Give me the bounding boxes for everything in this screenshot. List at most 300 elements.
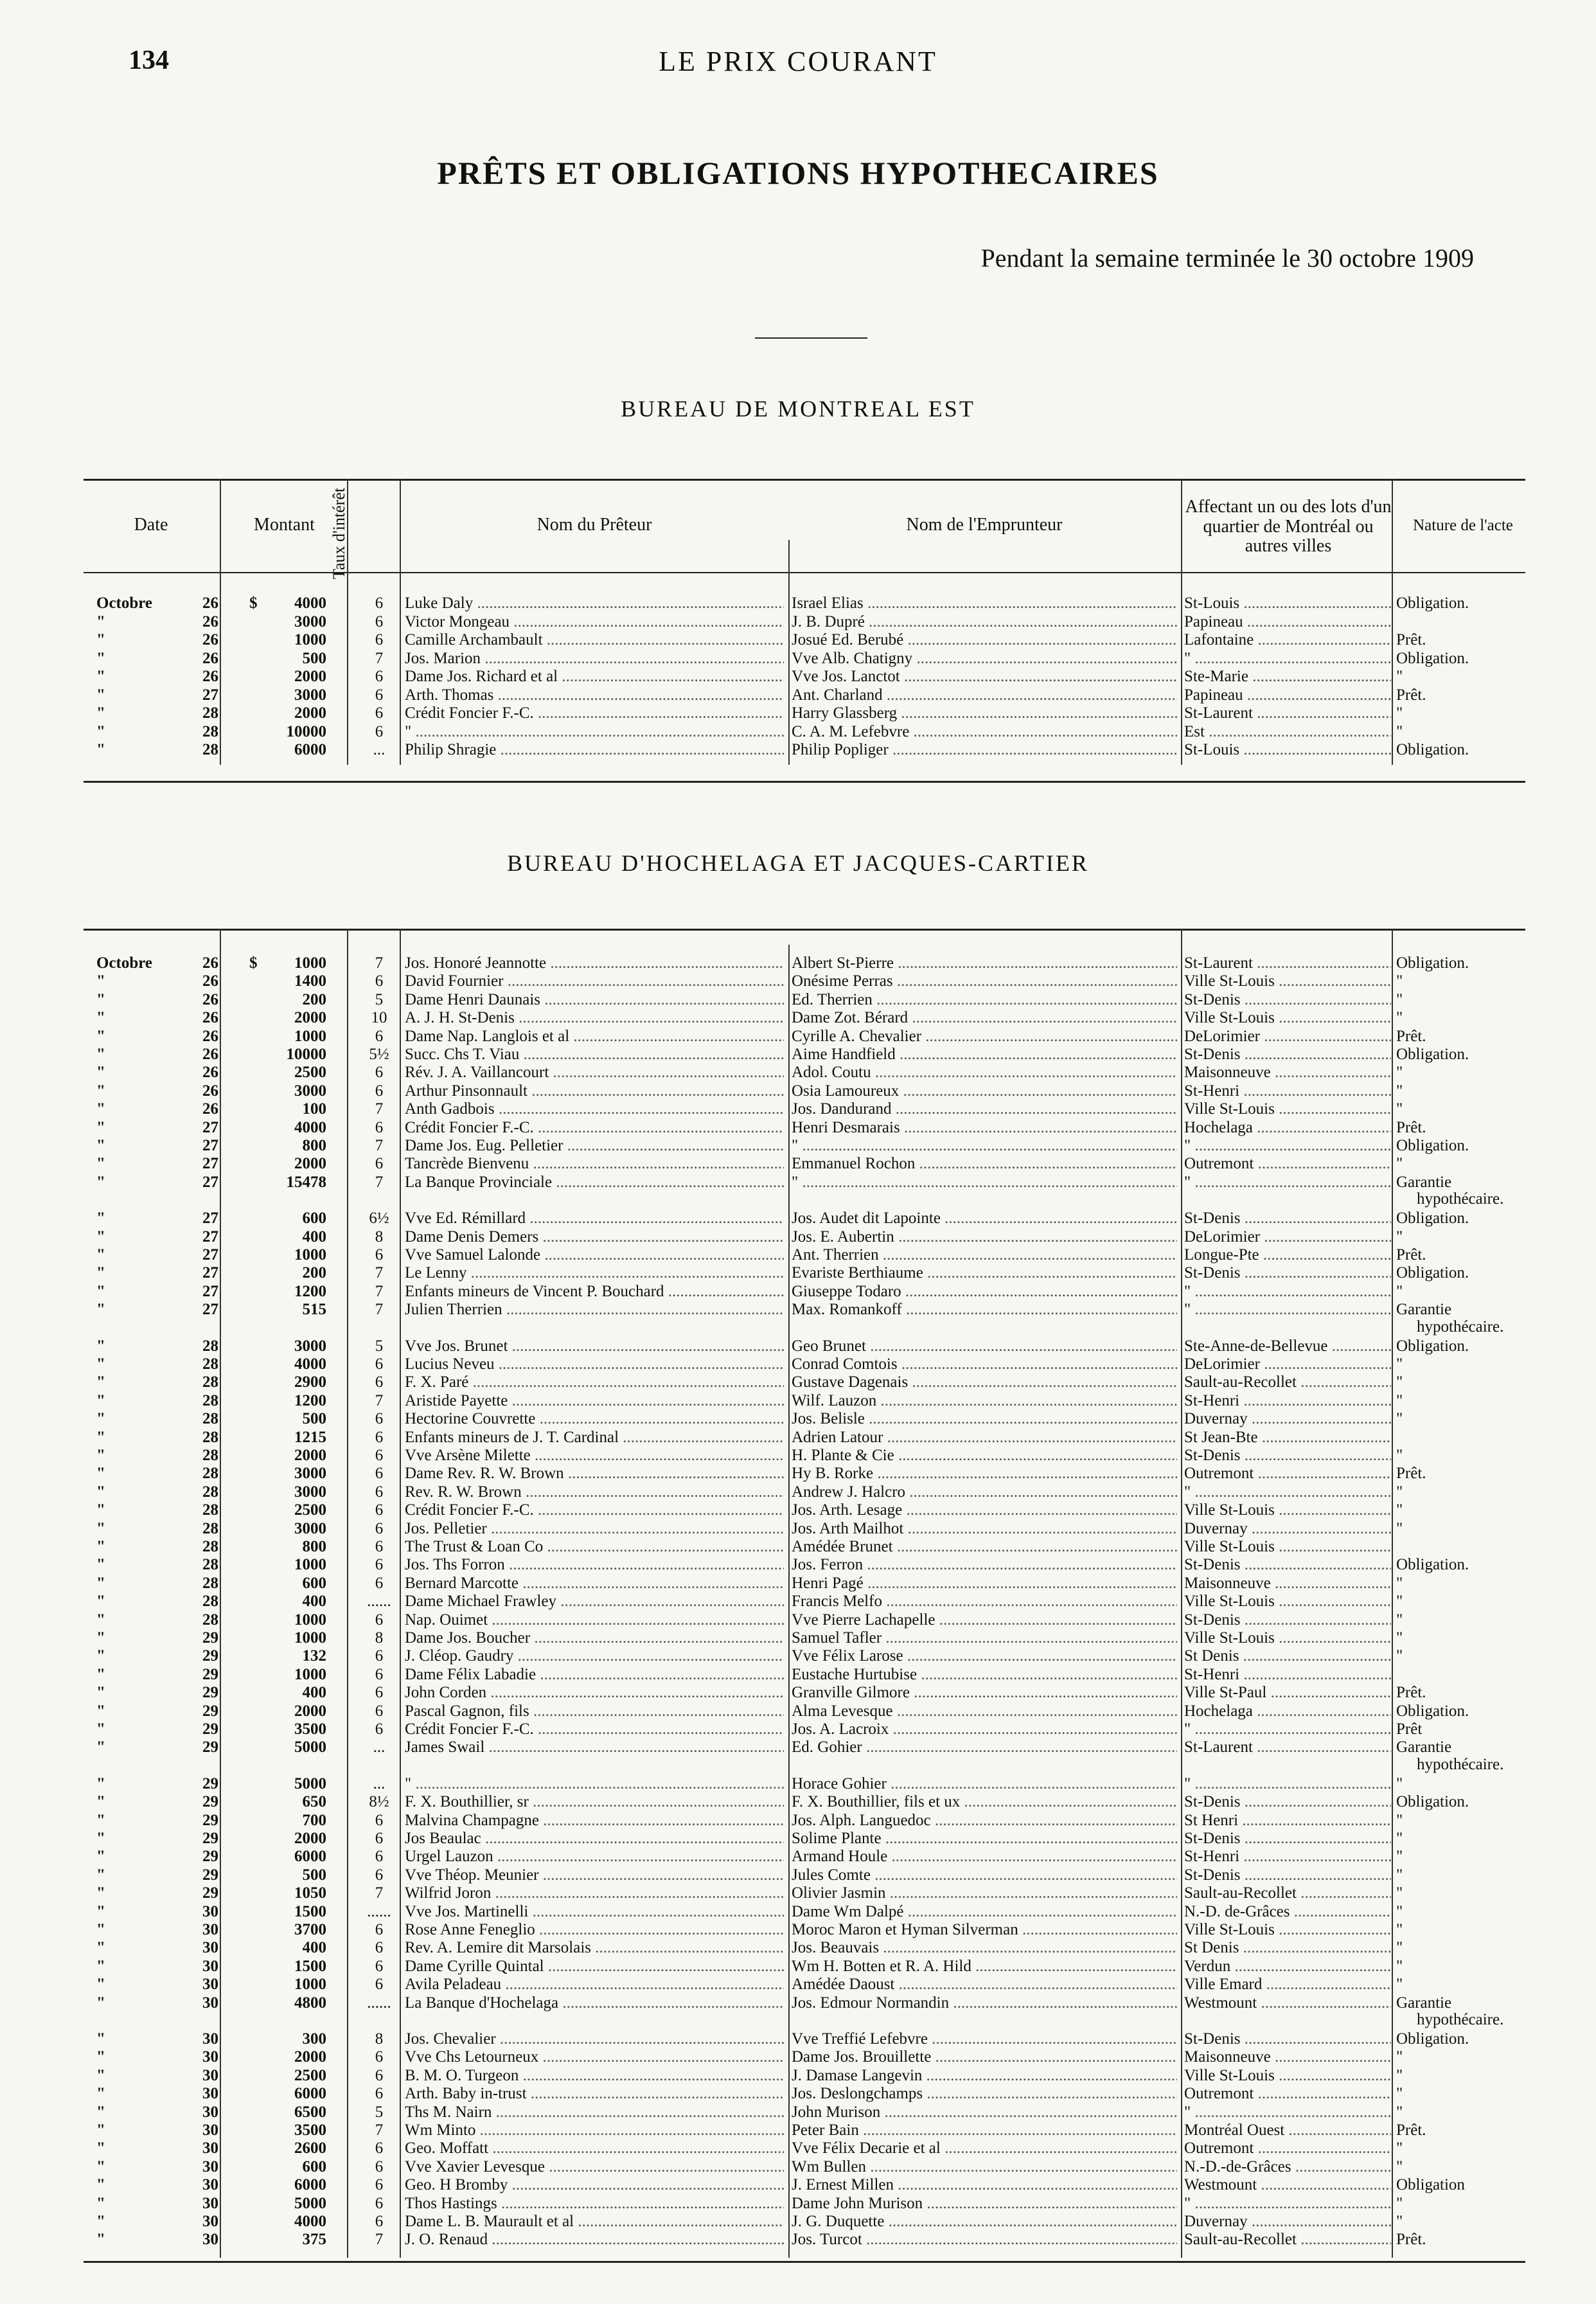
date-day: 26 <box>202 1100 218 1118</box>
act-nature: " <box>1396 1009 1403 1027</box>
col-head-nature: Nature de l'acte <box>1413 516 1513 534</box>
borrower-name: Jos. Deslongchamps ..... <box>792 2085 1177 2103</box>
date-day: 26 <box>202 1046 218 1063</box>
borrower-name: Dame Wm Dalpé ..... <box>792 1903 1177 1921</box>
lender-name: Dame L. B. Maurault et al ..... <box>405 2213 784 2231</box>
act-nature: " <box>1396 2066 1403 2084</box>
borrower-name: Harry Glassberg ..... <box>792 704 1177 722</box>
location: Est ..... <box>1184 723 1391 741</box>
location: DeLorimier ..... <box>1184 1228 1391 1246</box>
col-head-date: Date <box>134 515 168 535</box>
table-row <box>0 1593 1596 1611</box>
act-nature-continued: hypothécaire. <box>1417 1755 1504 1773</box>
table-row <box>0 2176 1596 2194</box>
table-row <box>0 1738 1596 1756</box>
date-day: 30 <box>202 2176 218 2194</box>
date-month: " <box>96 1428 105 1446</box>
amount: 3000 <box>294 1465 326 1483</box>
date-day: 30 <box>202 2139 218 2157</box>
lender-name: Arth. Baby in-trust ..... <box>405 2085 784 2103</box>
date-month: Octobre <box>96 594 153 612</box>
table-row <box>0 1174 1596 1192</box>
borrower-name: " ..... <box>792 1137 1177 1155</box>
date-day: 26 <box>202 990 218 1008</box>
table-row <box>0 1501 1596 1519</box>
date-month: " <box>96 1793 105 1811</box>
date-month: " <box>96 1391 105 1409</box>
interest-rate: 6 <box>375 2139 384 2157</box>
amount: 700 <box>302 1811 326 1829</box>
borrower-name: Jos. Arth. Lesage ..... <box>792 1501 1177 1519</box>
date-day: 30 <box>202 2231 218 2249</box>
act-nature: Garantie <box>1396 1994 1452 2012</box>
act-nature: Garantie <box>1396 1301 1452 1319</box>
lender-name: Dame Rev. R. W. Brown ..... <box>405 1465 784 1483</box>
act-nature: Obligation. <box>1396 1046 1469 1063</box>
date-day: 28 <box>202 1391 218 1409</box>
date-day: 30 <box>202 1939 218 1957</box>
borrower-name: Jos. E. Aubertin ..... <box>792 1228 1177 1246</box>
amount: 4000 <box>294 1355 326 1373</box>
lender-name: La Banque d'Hochelaga ..... <box>405 1994 784 2012</box>
date-day: 26 <box>202 594 218 612</box>
act-nature-continued: hypothécaire. <box>1417 2011 1504 2028</box>
date-month: " <box>96 990 105 1008</box>
date-day: 29 <box>202 1629 218 1647</box>
interest-rate: 7 <box>375 1100 384 1118</box>
location: DeLorimier ..... <box>1184 1355 1391 1373</box>
interest-rate: ...... <box>367 1593 391 1611</box>
date-month: " <box>96 1921 105 1938</box>
location: DeLorimier ..... <box>1184 1028 1391 1046</box>
lender-name: Dame Denis Demers ..... <box>405 1228 784 1246</box>
amount: 6000 <box>294 2176 326 2194</box>
location: Maisonneuve ..... <box>1184 1064 1391 1082</box>
date-day: 30 <box>202 2103 218 2121</box>
date-month: " <box>96 1118 105 1136</box>
act-nature: " <box>1396 1957 1403 1975</box>
date-day: 30 <box>202 2030 218 2048</box>
interest-rate: 5½ <box>369 1046 389 1063</box>
date-day: 29 <box>202 1702 218 1720</box>
interest-rate: 10 <box>371 1009 387 1027</box>
location: Westmount ..... <box>1184 1994 1391 2012</box>
lender-name: Vve Chs Letourneux ..... <box>405 2048 784 2066</box>
table-row <box>0 1410 1596 1428</box>
table-row <box>0 1046 1596 1064</box>
borrower-name: Ed. Gohier ..... <box>792 1738 1177 1756</box>
act-nature: Obligation. <box>1396 1556 1469 1574</box>
amount: 2000 <box>294 1447 326 1464</box>
borrower-name: Ant. Therrien ..... <box>792 1246 1177 1264</box>
borrower-name: J. B. Dupré ..... <box>792 613 1177 631</box>
table-row <box>0 2158 1596 2176</box>
location: Ville St-Louis ..... <box>1184 1100 1391 1118</box>
table-row <box>0 991 1596 1009</box>
table-row <box>0 1028 1596 1046</box>
borrower-name: Amédée Daoust ..... <box>792 1976 1177 1994</box>
borrower-name: Jos. Dandurand ..... <box>792 1100 1177 1118</box>
date-day: 28 <box>202 1611 218 1629</box>
lender-name: Succ. Chs T. Viau ..... <box>405 1046 784 1064</box>
amount: 2500 <box>294 2066 326 2084</box>
table-row <box>0 2231 1596 2249</box>
interest-rate: 6 <box>375 668 384 685</box>
interest-rate: 6 <box>375 1665 384 1683</box>
interest-rate: 6 <box>375 1465 384 1483</box>
location: Ville St-Louis ..... <box>1184 1593 1391 1611</box>
location: Ville St-Louis ..... <box>1184 1538 1391 1556</box>
location: " ..... <box>1184 2103 1391 2121</box>
amount: 200 <box>302 990 326 1008</box>
date-month: " <box>96 1100 105 1118</box>
borrower-name: Alma Levesque ..... <box>792 1702 1177 1720</box>
lender-name: Dame Nap. Langlois et al ..... <box>405 1028 784 1046</box>
date-month: " <box>96 1902 105 1920</box>
amount: 4800 <box>294 1994 326 2012</box>
act-nature: " <box>1396 1921 1403 1938</box>
date-day: 28 <box>202 704 218 722</box>
borrower-name: Dame John Murison ..... <box>792 2195 1177 2213</box>
borrower-name: Gustave Dagenais ..... <box>792 1373 1177 1391</box>
location: Ville St-Louis ..... <box>1184 1921 1391 1939</box>
interest-rate: 6 <box>375 1811 384 1829</box>
act-nature: " <box>1396 2103 1403 2121</box>
lender-name: Rose Anne Feneglio ..... <box>405 1921 784 1939</box>
location: Ville St-Louis ..... <box>1184 1629 1391 1647</box>
amount: 3000 <box>294 1483 326 1501</box>
date-day: 28 <box>202 741 218 758</box>
borrower-name: Geo Brunet ..... <box>792 1337 1177 1355</box>
amount: 6000 <box>294 1848 326 1866</box>
act-nature: Prêt. <box>1396 686 1426 704</box>
act-nature: Obligation. <box>1396 649 1469 667</box>
amount: 2000 <box>294 1702 326 1720</box>
table-row <box>0 2030 1596 2048</box>
lender-name: Geo. H Bromby ..... <box>405 2176 784 2194</box>
date-month: " <box>96 1228 105 1246</box>
borrower-name: Wilf. Lauzon ..... <box>792 1392 1177 1410</box>
borrower-name: H. Plante & Cie ..... <box>792 1447 1177 1465</box>
location: Sault-au-Recollet ..... <box>1184 1884 1391 1902</box>
borrower-name: Jos. Belisle ..... <box>792 1410 1177 1428</box>
lender-name: David Fournier ..... <box>405 972 784 990</box>
borrower-name: Albert St-Pierre ..... <box>792 954 1177 972</box>
borrower-name: Armand Houle ..... <box>792 1848 1177 1866</box>
page-end-rule <box>84 2261 1525 2263</box>
borrower-name: Vve Alb. Chatigny ..... <box>792 650 1177 668</box>
date-day: 27 <box>202 1264 218 1282</box>
table-row <box>0 1447 1596 1465</box>
location: Outremont ..... <box>1184 1465 1391 1483</box>
location: Outremont ..... <box>1184 1155 1391 1173</box>
lender-name: J. Cléop. Gaudry ..... <box>405 1647 784 1665</box>
act-nature: Prêt. <box>1396 1027 1426 1045</box>
interest-rate: 6 <box>375 1921 384 1938</box>
col-head-emprunteur: Nom de l'Emprunteur <box>906 515 1063 535</box>
interest-rate: 6 <box>375 1957 384 1975</box>
location: St-Henri ..... <box>1184 1082 1391 1100</box>
interest-rate: 6 <box>375 704 384 722</box>
date-day: 29 <box>202 1866 218 1884</box>
act-nature: Obligation. <box>1396 741 1469 758</box>
table-row <box>0 1155 1596 1173</box>
lender-name: A. J. H. St-Denis ..... <box>405 1009 784 1027</box>
amount: 600 <box>302 2157 326 2175</box>
interest-rate: 6 <box>375 2157 384 2175</box>
lender-name: Bernard Marcotte ..... <box>405 1575 784 1593</box>
date-day: 28 <box>202 1574 218 1592</box>
amount: 2500 <box>294 1501 326 1519</box>
date-month: " <box>96 1684 105 1702</box>
date-month: " <box>96 686 105 704</box>
amount: 4000 <box>294 2213 326 2230</box>
interest-rate: 6 <box>375 1501 384 1519</box>
table-row <box>0 1921 1596 1939</box>
interest-rate: 6 <box>375 1647 384 1665</box>
interest-rate: ...... <box>367 1902 391 1920</box>
borrower-name: Josué Ed. Berubé ..... <box>792 631 1177 649</box>
table-row <box>0 1958 1596 1976</box>
interest-rate: 7 <box>375 1264 384 1282</box>
date-month: " <box>96 972 105 990</box>
interest-rate: 7 <box>375 2231 384 2249</box>
date-month: " <box>96 1976 105 1994</box>
borrower-name: Israel Elias ..... <box>792 594 1177 612</box>
amount: 1000 <box>294 1246 326 1264</box>
date-month: " <box>96 1811 105 1829</box>
table-row <box>0 954 1596 972</box>
date-day: 28 <box>202 1483 218 1501</box>
date-month: " <box>96 2194 105 2212</box>
lender-name: Dame Jos. Richard et al ..... <box>405 668 784 686</box>
borrower-name: Dame Jos. Brouillette ..... <box>792 2048 1177 2066</box>
lender-name: Wilfrid Joron ..... <box>405 1884 784 1902</box>
table-header-top-rule <box>84 479 1525 481</box>
amount: 6500 <box>294 2103 326 2121</box>
col-head-affectant: Affectant un ou des lots d'un quartier de Montréal ou autres villes <box>1185 496 1392 557</box>
date-day: 30 <box>202 1976 218 1994</box>
table-row <box>0 2085 1596 2103</box>
lender-name: F. X. Bouthillier, sr ..... <box>405 1793 784 1811</box>
date-month: " <box>96 1629 105 1647</box>
interest-rate: 6 <box>375 612 384 630</box>
location: " ..... <box>1184 1137 1391 1155</box>
location: N.-D. de-Grâces ..... <box>1184 1903 1391 1921</box>
date-month: " <box>96 1064 105 1082</box>
date-month: " <box>96 1210 105 1228</box>
lender-name: Jos. Marion ..... <box>405 650 784 668</box>
act-nature: " <box>1396 1830 1403 1847</box>
amount: 3700 <box>294 1921 326 1938</box>
table-row <box>0 1611 1596 1629</box>
location: St-Denis ..... <box>1184 1264 1391 1282</box>
date-month: " <box>96 1774 105 1792</box>
amount: 1000 <box>294 631 326 648</box>
borrower-name: John Murison ..... <box>792 2103 1177 2121</box>
lender-name: Nap. Ouimet ..... <box>405 1611 784 1629</box>
lender-name: Jos. Chevalier ..... <box>405 2030 784 2048</box>
table-row <box>0 1337 1596 1355</box>
lender-name: Ths M. Nairn ..... <box>405 2103 784 2121</box>
lender-name: Vve Jos. Martinelli ..... <box>405 1903 784 1921</box>
page-number: 134 <box>129 46 169 75</box>
date-month: " <box>96 1702 105 1720</box>
interest-rate: ...... <box>367 1994 391 2012</box>
date-month: " <box>96 2030 105 2048</box>
table-row <box>0 1903 1596 1921</box>
table-row-continuation <box>0 1756 1596 1774</box>
lender-name: " ..... <box>405 723 784 741</box>
amount: 3000 <box>294 1519 326 1537</box>
amount: 4000 <box>294 594 326 612</box>
lender-name: Crédit Foncier F.-C. ..... <box>405 1119 784 1137</box>
lender-name: Victor Mongeau ..... <box>405 613 784 631</box>
amount: 1000 <box>294 954 326 972</box>
interest-rate: 6 <box>375 1428 384 1446</box>
interest-rate: 6 <box>375 2213 384 2230</box>
lender-name: Crédit Foncier F.-C. ..... <box>405 1720 784 1738</box>
amount: 2000 <box>294 704 326 722</box>
location: " ..... <box>1184 1301 1391 1319</box>
act-nature: Obligation. <box>1396 2030 1469 2048</box>
table-row <box>0 1976 1596 1994</box>
dollar-sign: $ <box>249 594 258 612</box>
amount: 650 <box>302 1793 326 1811</box>
lender-name: Jos. Honoré Jeannotte ..... <box>405 954 784 972</box>
borrower-name: Jos. Beauvais ..... <box>792 1939 1177 1957</box>
amount: 2000 <box>294 1830 326 1847</box>
date-month: " <box>96 668 105 685</box>
amount: 6000 <box>294 741 326 758</box>
amount: 1000 <box>294 1629 326 1647</box>
lender-name: John Corden ..... <box>405 1684 784 1702</box>
interest-rate: 7 <box>375 954 384 972</box>
date-day: 29 <box>202 1647 218 1665</box>
location: N.-D.-de-Grâces ..... <box>1184 2158 1391 2176</box>
date-month: " <box>96 2213 105 2230</box>
location: Longue-Pte ..... <box>1184 1246 1391 1264</box>
act-nature: " <box>1396 668 1403 685</box>
act-nature: " <box>1396 1611 1403 1629</box>
borrower-name: Conrad Comtois ..... <box>792 1355 1177 1373</box>
lender-name: Tancrède Bienvenu ..... <box>405 1155 784 1173</box>
date-day: 27 <box>202 1228 218 1246</box>
location: Ville St-Louis ..... <box>1184 1009 1391 1027</box>
date-month: " <box>96 1665 105 1683</box>
running-head: LE PRIX COURANT <box>659 46 937 77</box>
date-month: " <box>96 722 105 740</box>
act-nature: Obligation <box>1396 2176 1465 2194</box>
lender-name: Geo. Moffatt ..... <box>405 2139 784 2157</box>
interest-rate: 6 <box>375 1355 384 1373</box>
table-row <box>0 1228 1596 1246</box>
section-title-hochelaga: BUREAU D'HOCHELAGA ET JACQUES-CARTIER <box>507 850 1089 876</box>
amount: 800 <box>302 1137 326 1154</box>
table-row <box>0 2213 1596 2231</box>
date-month: " <box>96 1519 105 1537</box>
lender-name: Luke Daly ..... <box>405 594 784 612</box>
interest-rate: 6 <box>375 1702 384 1720</box>
date-month: " <box>96 1355 105 1373</box>
table-row <box>0 2048 1596 2066</box>
title-divider <box>755 337 867 339</box>
lender-name: Arth. Thomas ..... <box>405 686 784 704</box>
borrower-name: Jos. Edmour Normandin ..... <box>792 1994 1177 2012</box>
date-month: Octobre <box>96 954 153 972</box>
lender-name: Julien Therrien ..... <box>405 1301 784 1319</box>
interest-rate: 6 <box>375 2194 384 2212</box>
date-month: " <box>96 1647 105 1665</box>
lender-name: The Trust & Loan Co ..... <box>405 1538 784 1556</box>
amount: 1000 <box>294 1976 326 1994</box>
location: St-Henri ..... <box>1184 1392 1391 1410</box>
table-row <box>0 1538 1596 1556</box>
borrower-name: Adrien Latour ..... <box>792 1429 1177 1447</box>
borrower-name: C. A. M. Lefebvre ..... <box>792 723 1177 741</box>
interest-rate: 6 <box>375 1848 384 1866</box>
date-month: " <box>96 1137 105 1154</box>
amount: 1000 <box>294 1611 326 1629</box>
date-month: " <box>96 2066 105 2084</box>
amount: 1215 <box>294 1428 326 1446</box>
borrower-name: Henri Pagé ..... <box>792 1575 1177 1593</box>
interest-rate: 7 <box>375 2121 384 2139</box>
table-row-continuation <box>0 1318 1596 1336</box>
act-nature: Obligation. <box>1396 1210 1469 1228</box>
lender-name: Jos Beaulac ..... <box>405 1830 784 1848</box>
date-day: 27 <box>202 1246 218 1264</box>
date-day: 26 <box>202 649 218 667</box>
lender-name: Jos. Ths Forron ..... <box>405 1556 784 1574</box>
amount: 1000 <box>294 1665 326 1683</box>
location: Ville St-Paul ..... <box>1184 1684 1391 1702</box>
table-row <box>0 1629 1596 1647</box>
date-day: 26 <box>202 631 218 648</box>
lender-name: Lucius Neveu ..... <box>405 1355 784 1373</box>
lender-name: " ..... <box>405 1775 784 1793</box>
col-head-montant: Montant <box>254 515 315 535</box>
location: Ville Emard ..... <box>1184 1976 1391 1994</box>
table-row <box>0 2121 1596 2139</box>
location: Ste-Marie ..... <box>1184 668 1391 686</box>
table-row <box>0 1373 1596 1391</box>
act-nature: " <box>1396 2048 1403 2066</box>
table-row <box>0 650 1596 668</box>
date-day: 28 <box>202 1410 218 1428</box>
borrower-name: Henri Desmarais ..... <box>792 1119 1177 1137</box>
act-nature: " <box>1396 1483 1403 1501</box>
act-nature: " <box>1396 1848 1403 1866</box>
date-month: " <box>96 2103 105 2121</box>
amount: 1200 <box>294 1282 326 1300</box>
act-nature: Prêt. <box>1396 1246 1426 1264</box>
amount: 3000 <box>294 1082 326 1100</box>
date-month: " <box>96 1501 105 1519</box>
borrower-name: Jules Comte ..... <box>792 1866 1177 1884</box>
borrower-name: Cyrille A. Chevalier ..... <box>792 1028 1177 1046</box>
table-row <box>0 1429 1596 1447</box>
date-month: " <box>96 1337 105 1355</box>
interest-rate: ... <box>373 1738 386 1756</box>
interest-rate: 6 <box>375 1027 384 1045</box>
amount: 3500 <box>294 1720 326 1738</box>
amount: 10000 <box>286 1046 326 1063</box>
table-row <box>0 1866 1596 1884</box>
act-nature: Prêt. <box>1396 1118 1426 1136</box>
table-row <box>0 1283 1596 1301</box>
act-nature: " <box>1396 1391 1403 1409</box>
